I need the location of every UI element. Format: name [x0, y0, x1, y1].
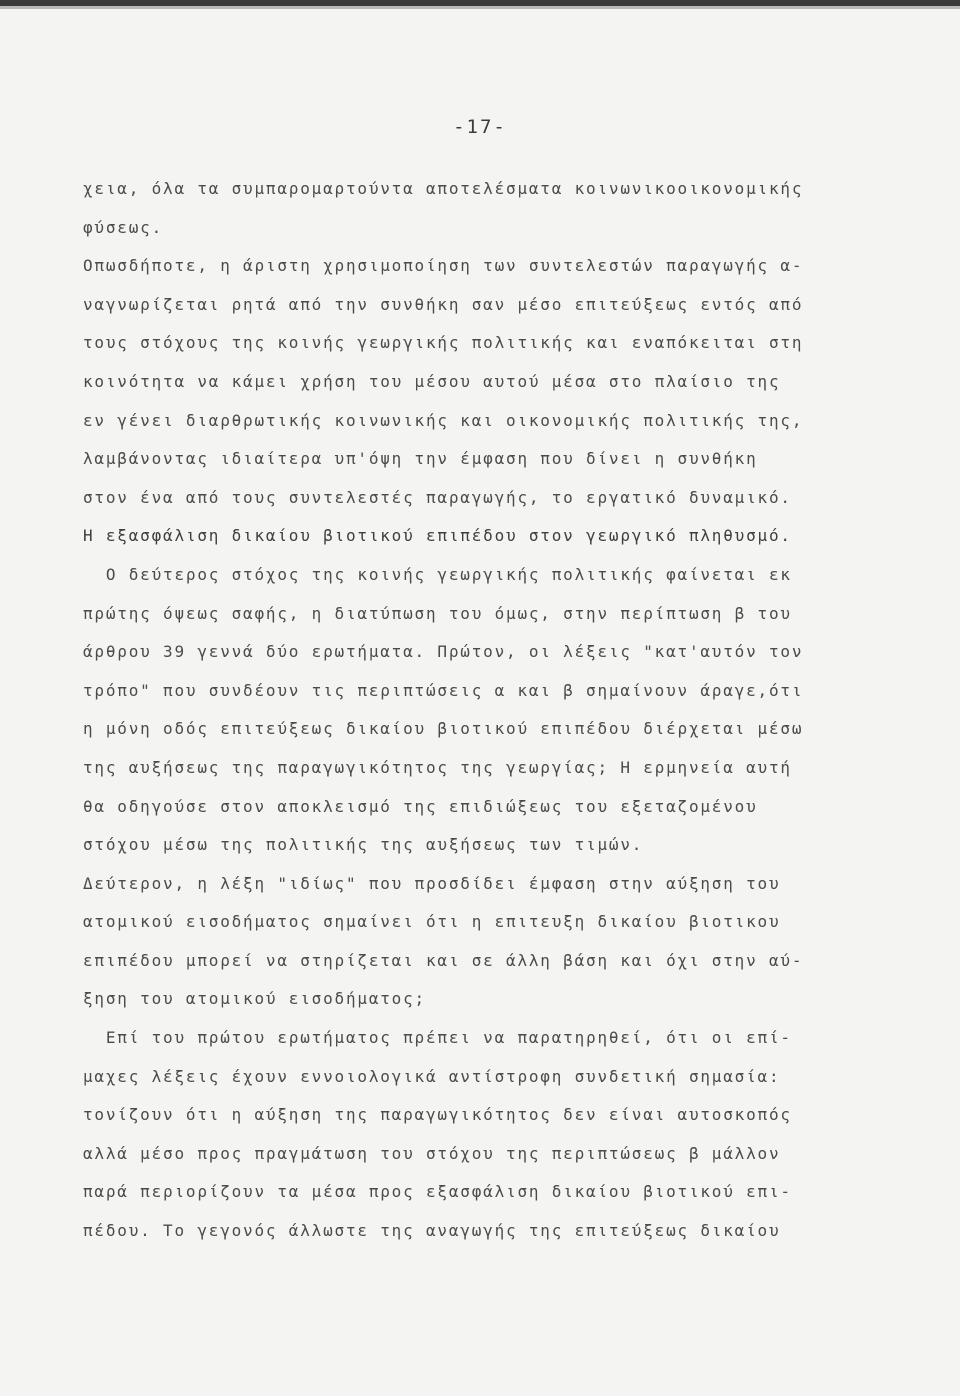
text-line: τρόπο" που συνδέουν τις περιπτώσεις α και β σημαίνουν άραγε,ότι: [83, 680, 804, 700]
text-line: αλλά μέσο προς πραγμάτωση του στόχου της περιπτώσεως β μάλλον: [83, 1143, 781, 1163]
page-number: -17-: [453, 116, 507, 138]
text-line: στον ένα από τους συντελεστές παραγωγής, το εργατικό δυναμικό.: [83, 487, 792, 507]
text-line: ξηση του ατομικού εισοδήματος;: [83, 989, 426, 1009]
scan-top-border-shadow: [0, 6, 960, 9]
text-line: θα οδηγούσε στον αποκλεισμό της επιδιώξεως του εξεταζομένου: [83, 796, 758, 816]
text-line: τονίζουν ότι η αύξηση της παραγωγικότητος δεν είναι αυτοσκοπός: [83, 1105, 792, 1125]
text-line: λαμβάνοντας ιδιαίτερα υπ'όψη την έμφαση που δίνει η συνθήκη: [83, 449, 758, 469]
text-line: Επί του πρώτου ερωτήματος πρέπει να παρατηρηθεί, ότι οι επί-: [83, 1028, 792, 1048]
text-line: άρθρου 39 γεννά δύο ερωτήματα. Πρώτον, οι λέξεις "κατ'αυτόν τον: [83, 642, 804, 662]
text-line: επιπέδου μπορεί να στηρίζεται και σε άλλη βάση και όχι στην αύ-: [83, 950, 804, 970]
text-line: Οπωσδήποτε, η άριστη χρησιμοποίηση των συντελεστών παραγωγής α-: [83, 256, 804, 276]
text-line: ατομικού εισοδήματος σημαίνει ότι η επιτευξη δικαίου βιοτικου: [83, 912, 781, 932]
text-line: εν γένει διαρθρωτικής κοινωνικής και οικονομικής πολιτικής της,: [83, 410, 804, 430]
text-line: Δεύτερον, η λέξη "ιδίως" που προσδίδει έμφαση στην αύξηση του: [83, 873, 781, 893]
text-line: φύσεως.: [83, 217, 164, 237]
text-line: χεια, όλα τα συμπαρομαρτούντα αποτελέσματα κοινωνικοοικονομικής: [83, 179, 804, 198]
text-line: Ο δεύτερος στόχος της κοινής γεωργικής πολιτικής φαίνεται εκ: [83, 564, 792, 584]
text-line: ναγνωρίζεται ρητά από την συνθήκη σαν μέσο επιτεύξεως εντός από: [83, 294, 804, 314]
text-line: πέδου. Το γεγονός άλλωστε της αναγωγής της επιτεύξεως δικαίου: [83, 1221, 781, 1241]
text-line: μαχες λέξεις έχουν εννοιολογικά αντίστροφη συνδετική σημασία:: [83, 1066, 781, 1086]
section-heading: Η εξασφάλιση δικαίου βιοτικού επιπέδου στον γεωργικό πληθυσμό.: [83, 526, 792, 546]
text-line: παρά περιορίζουν τα μέσα προς εξασφάλιση δικαίου βιοτικού επι-: [83, 1182, 792, 1202]
text-line: πρώτης όψεως σαφής, η διατύπωση του όμως, στην περίπτωση β του: [83, 603, 792, 623]
text-line: της αυξήσεως της παραγωγικότητος της γεωργίας; Η ερμηνεία αυτή: [83, 757, 792, 777]
text-line: τους στόχους της κοινής γεωργικής πολιτικής και εναπόκειται στη: [83, 333, 804, 353]
document-body: [83, 170, 853, 1251]
text-line: στόχου μέσω της πολιτικής της αυξήσεως των τιμών.: [83, 835, 644, 855]
text-line: κοινότητα να κάμει χρήση του μέσου αυτού μέσα στο πλαίσιο της: [83, 371, 781, 391]
text-line: η μόνη οδός επιτεύξεως δικαίου βιοτικού επιπέδου διέρχεται μέσω: [83, 719, 804, 739]
